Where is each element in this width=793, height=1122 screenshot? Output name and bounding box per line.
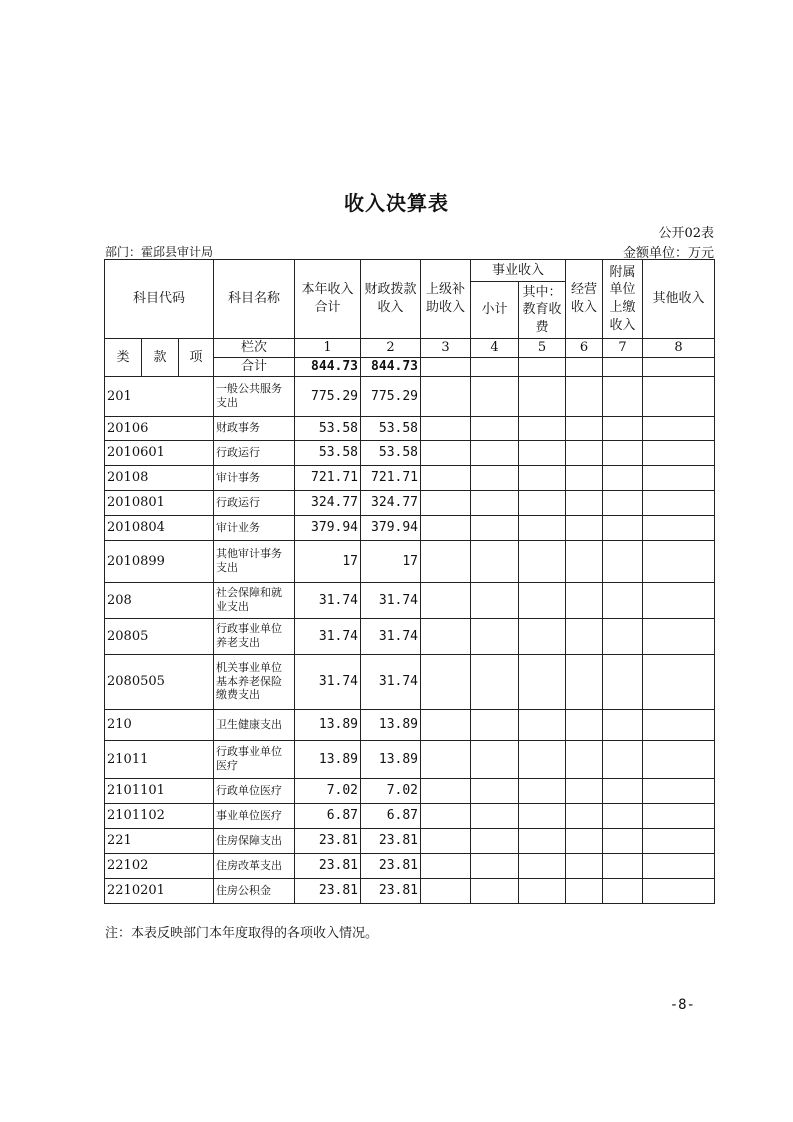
empty-cell	[603, 828, 643, 853]
table-row	[105, 878, 715, 903]
fiscal-allocation-cell: 721.71	[361, 465, 421, 490]
header-lei: 类	[105, 339, 142, 377]
unit-label: 金额单位：万元	[622, 246, 714, 261]
empty-cell	[471, 465, 519, 490]
col-number: 8	[643, 339, 715, 358]
header-superior-subsidy: 上级补助收入	[421, 260, 471, 339]
subject-name-cell: 一般公共服务支出	[214, 376, 295, 416]
empty-cell	[603, 490, 643, 515]
subject-code-cell: 221	[105, 828, 214, 853]
subject-name-cell: 财政事务	[214, 416, 295, 440]
empty-cell	[566, 654, 603, 709]
empty-cell	[421, 654, 471, 709]
total-label: 合计	[214, 357, 295, 376]
empty-cell	[566, 515, 603, 540]
header-other-income: 其他收入	[643, 260, 715, 339]
total-income-value: 844.73	[295, 357, 361, 376]
subject-name-cell: 住房公积金	[214, 878, 295, 903]
fiscal-allocation-cell: 324.77	[361, 490, 421, 515]
header-row-1	[105, 260, 715, 282]
empty-cell	[603, 416, 643, 440]
subject-name-cell: 审计事务	[214, 465, 295, 490]
empty-cell	[519, 778, 566, 803]
total-income-cell: 775.29	[295, 376, 361, 416]
empty-cell	[471, 376, 519, 416]
empty-cell	[471, 878, 519, 903]
empty-cell	[566, 416, 603, 440]
empty-cell	[471, 490, 519, 515]
empty-cell	[566, 540, 603, 582]
empty-cell	[421, 740, 471, 778]
table-row	[105, 416, 715, 440]
subject-code-cell: 2210201	[105, 878, 214, 903]
empty-cell	[471, 582, 519, 618]
empty-cell	[421, 540, 471, 582]
empty-cell	[519, 803, 566, 828]
empty-cell	[519, 515, 566, 540]
page-title: 收入决算表	[344, 191, 449, 215]
empty-cell	[643, 828, 715, 853]
subject-code-cell: 21011	[105, 740, 214, 778]
subject-code-cell: 2101101	[105, 778, 214, 803]
empty-cell	[421, 440, 471, 465]
empty-cell	[643, 654, 715, 709]
subject-name-cell: 卫生健康支出	[214, 709, 295, 740]
subject-name-cell: 审计业务	[214, 515, 295, 540]
total-income-cell: 31.74	[295, 618, 361, 654]
fiscal-allocation-cell: 23.81	[361, 853, 421, 878]
empty-cell	[421, 828, 471, 853]
col-number: 2	[361, 339, 421, 358]
empty-cell	[519, 540, 566, 582]
empty-cell	[519, 582, 566, 618]
total-income-cell: 53.58	[295, 416, 361, 440]
total-income-cell: 379.94	[295, 515, 361, 540]
empty-cell	[519, 440, 566, 465]
empty-cell	[519, 828, 566, 853]
empty-cell	[519, 654, 566, 709]
empty-cell	[643, 490, 715, 515]
table-row	[105, 709, 715, 740]
empty-cell	[421, 490, 471, 515]
total-income-cell: 31.74	[295, 582, 361, 618]
subject-code-cell: 20805	[105, 618, 214, 654]
subject-code-cell: 2010804	[105, 515, 214, 540]
empty-cell	[566, 376, 603, 416]
fiscal-allocation-cell: 53.58	[361, 440, 421, 465]
empty-cell	[643, 853, 715, 878]
empty-cell	[519, 465, 566, 490]
empty-cell	[421, 465, 471, 490]
fiscal-allocation-cell: 17	[361, 540, 421, 582]
empty-cell	[519, 709, 566, 740]
empty-cell	[421, 416, 471, 440]
empty-cell	[566, 582, 603, 618]
empty-cell	[603, 709, 643, 740]
subject-name-cell: 住房保障支出	[214, 828, 295, 853]
empty-cell	[471, 803, 519, 828]
page-number: -8-	[669, 997, 695, 1013]
subject-name-cell: 社会保障和就业支出	[214, 582, 295, 618]
header-operating-income: 经营收入	[566, 260, 603, 339]
empty-cell	[471, 740, 519, 778]
table-row	[105, 740, 715, 778]
department-label: 部门：霍邱县审计局	[105, 245, 214, 259]
total-income-cell: 721.71	[295, 465, 361, 490]
total-income-cell: 17	[295, 540, 361, 582]
empty-cell	[421, 853, 471, 878]
col-number: 4	[471, 339, 519, 358]
empty-cell	[603, 654, 643, 709]
empty-cell	[566, 465, 603, 490]
empty-cell	[643, 803, 715, 828]
empty-cell	[643, 440, 715, 465]
empty-cell	[471, 709, 519, 740]
empty-cell	[603, 465, 643, 490]
empty-cell	[603, 878, 643, 903]
total-income-cell: 23.81	[295, 878, 361, 903]
header-subtotal: 小计	[471, 282, 519, 339]
empty-cell	[603, 803, 643, 828]
empty-cell	[471, 416, 519, 440]
table-row	[105, 853, 715, 878]
empty-cell	[603, 440, 643, 465]
empty-cell	[421, 376, 471, 416]
subject-name-cell: 行政单位医疗	[214, 778, 295, 803]
subject-name-cell: 行政运行	[214, 490, 295, 515]
subject-name-cell: 住房改革支出	[214, 853, 295, 878]
income-table	[104, 259, 715, 904]
empty-cell	[421, 778, 471, 803]
subject-name-cell: 其他审计事务支出	[214, 540, 295, 582]
empty-cell	[603, 540, 643, 582]
subject-code-cell: 2010801	[105, 490, 214, 515]
empty-cell	[421, 515, 471, 540]
subject-code-cell: 22102	[105, 853, 214, 878]
form-code: 公开02表	[658, 226, 714, 241]
empty-cell	[471, 618, 519, 654]
total-income-cell: 23.81	[295, 828, 361, 853]
subject-code-cell: 2010899	[105, 540, 214, 582]
col-number: 3	[421, 339, 471, 358]
empty-cell	[643, 740, 715, 778]
empty-cell	[519, 853, 566, 878]
empty-cell	[421, 709, 471, 740]
subject-code-cell: 208	[105, 582, 214, 618]
table-row	[105, 490, 715, 515]
fiscal-allocation-cell: 23.81	[361, 828, 421, 853]
table-row	[105, 618, 715, 654]
header-business-income: 事业收入	[471, 260, 566, 282]
empty-cell	[643, 878, 715, 903]
empty-cell	[603, 376, 643, 416]
empty-cell	[603, 618, 643, 654]
header-fiscal-allocation: 财政拨款收入	[361, 260, 421, 339]
empty-cell	[566, 490, 603, 515]
empty-cell	[643, 582, 715, 618]
fiscal-allocation-cell: 775.29	[361, 376, 421, 416]
empty-cell	[421, 878, 471, 903]
empty-cell	[566, 853, 603, 878]
total-income-cell: 53.58	[295, 440, 361, 465]
column-index-row	[105, 339, 715, 358]
empty-cell	[471, 654, 519, 709]
table-row	[105, 440, 715, 465]
fiscal-allocation-cell: 13.89	[361, 740, 421, 778]
subject-name-cell: 行政事业单位养老支出	[214, 618, 295, 654]
subject-name-cell: 机关事业单位基本养老保险缴费支出	[214, 654, 295, 709]
fiscal-allocation-cell: 7.02	[361, 778, 421, 803]
total-income-cell: 13.89	[295, 740, 361, 778]
col-number: 1	[295, 339, 361, 358]
table-row	[105, 465, 715, 490]
header-subject-code: 科目代码	[105, 260, 214, 339]
subject-code-cell: 201	[105, 376, 214, 416]
empty-cell	[471, 778, 519, 803]
fiscal-allocation-cell: 53.58	[361, 416, 421, 440]
empty-cell	[519, 878, 566, 903]
empty-cell	[566, 709, 603, 740]
empty-cell	[471, 853, 519, 878]
empty-cell	[566, 618, 603, 654]
col-number: 6	[566, 339, 603, 358]
empty-cell	[566, 878, 603, 903]
subject-name-cell: 行政运行	[214, 440, 295, 465]
total-fiscal-value: 844.73	[361, 357, 421, 376]
empty-cell	[643, 416, 715, 440]
fiscal-allocation-cell: 379.94	[361, 515, 421, 540]
header-kuan: 款	[142, 339, 179, 377]
empty-cell	[643, 540, 715, 582]
fiscal-allocation-cell: 23.81	[361, 878, 421, 903]
empty-cell	[566, 740, 603, 778]
header-education-fee: 其中：教育收费	[519, 282, 566, 339]
total-income-cell: 23.81	[295, 853, 361, 878]
empty-cell	[471, 515, 519, 540]
subject-name-cell: 事业单位医疗	[214, 803, 295, 828]
total-income-cell: 7.02	[295, 778, 361, 803]
empty-cell	[643, 778, 715, 803]
empty-cell	[566, 803, 603, 828]
empty-cell	[643, 465, 715, 490]
empty-cell	[421, 618, 471, 654]
header-column-index: 栏次	[214, 339, 295, 358]
empty-cell	[603, 740, 643, 778]
fiscal-allocation-cell: 6.87	[361, 803, 421, 828]
subject-code-cell: 20108	[105, 465, 214, 490]
subject-name-cell: 行政事业单位医疗	[214, 740, 295, 778]
fiscal-allocation-cell: 13.89	[361, 709, 421, 740]
empty-cell	[421, 582, 471, 618]
empty-cell	[643, 709, 715, 740]
empty-cell	[519, 490, 566, 515]
empty-cell	[643, 515, 715, 540]
total-income-cell: 324.77	[295, 490, 361, 515]
empty-cell	[603, 515, 643, 540]
table-row	[105, 540, 715, 582]
total-income-cell: 13.89	[295, 709, 361, 740]
empty-cell	[471, 540, 519, 582]
empty-cell	[519, 376, 566, 416]
empty-cell	[471, 440, 519, 465]
header-subject-name: 科目名称	[214, 260, 295, 339]
table-row	[105, 778, 715, 803]
total-income-cell: 31.74	[295, 654, 361, 709]
header-xiang: 项	[179, 339, 214, 377]
empty-cell	[566, 778, 603, 803]
subject-code-cell: 210	[105, 709, 214, 740]
table-row	[105, 376, 715, 416]
empty-cell	[519, 740, 566, 778]
header-total-income: 本年收入合计	[295, 260, 361, 339]
empty-cell	[421, 803, 471, 828]
empty-cell	[519, 416, 566, 440]
empty-cell	[519, 618, 566, 654]
header-affiliated-income: 附属单位上缴收入	[603, 260, 643, 339]
table-row	[105, 515, 715, 540]
table-row	[105, 803, 715, 828]
empty-cell	[603, 582, 643, 618]
fiscal-allocation-cell: 31.74	[361, 654, 421, 709]
empty-cell	[566, 828, 603, 853]
fiscal-allocation-cell: 31.74	[361, 582, 421, 618]
total-income-cell: 6.87	[295, 803, 361, 828]
subject-code-cell: 2080505	[105, 654, 214, 709]
subject-code-cell: 2101102	[105, 803, 214, 828]
table-note: 注：本表反映部门本年度取得的各项收入情况。	[105, 926, 379, 941]
empty-cell	[603, 778, 643, 803]
table-row	[105, 828, 715, 853]
col-number: 7	[603, 339, 643, 358]
empty-cell	[643, 618, 715, 654]
table-row	[105, 582, 715, 618]
table-row	[105, 654, 715, 709]
empty-cell	[471, 828, 519, 853]
subject-code-cell: 20106	[105, 416, 214, 440]
empty-cell	[603, 853, 643, 878]
subject-code-cell: 2010601	[105, 440, 214, 465]
empty-cell	[643, 376, 715, 416]
col-number: 5	[519, 339, 566, 358]
fiscal-allocation-cell: 31.74	[361, 618, 421, 654]
empty-cell	[566, 440, 603, 465]
